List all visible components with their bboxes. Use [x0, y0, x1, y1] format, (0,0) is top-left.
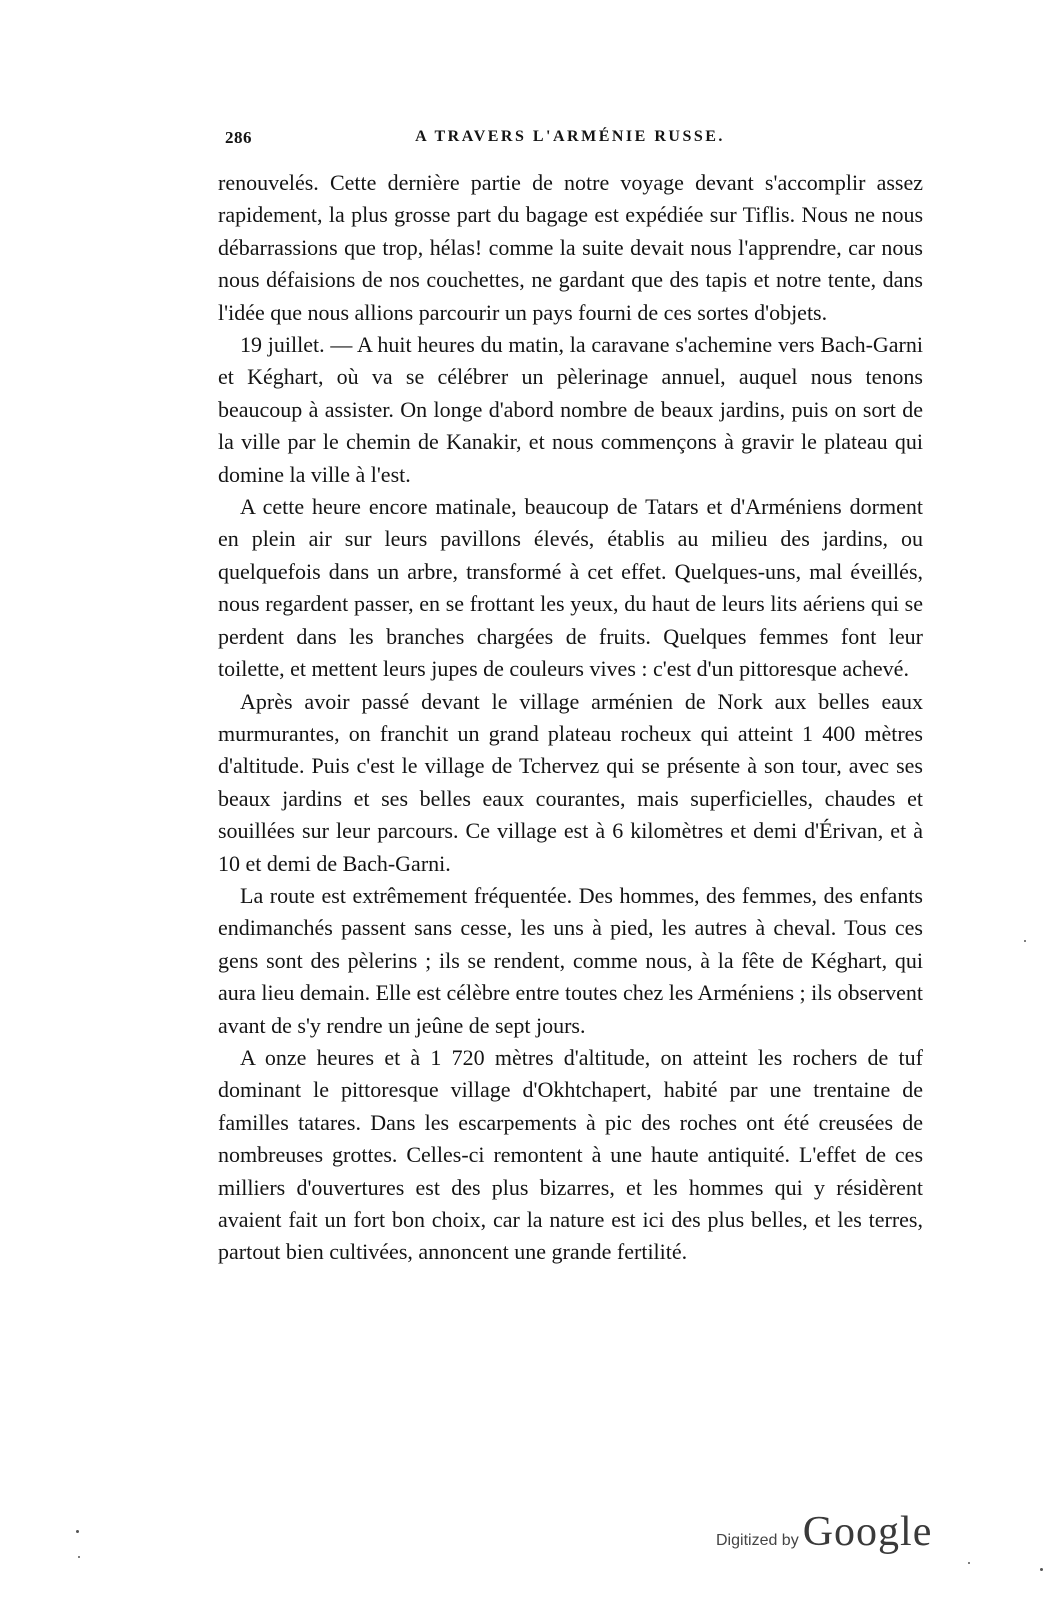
paragraph-19-juillet: 19 juillet. — A huit heures du matin, la caravane s'achemine vers Bach-Garni et Kéghart, où va se célébrer un pèlerinage annuel, auquel nous tenons beaucoup à assister. On longe d'abord nombre de beaux jardins, puis on sort de la ville par le chemin de Kanakir, et nous commençons à gravir le plateau qui domine la ville à l'est.	[218, 332, 923, 487]
scan-speck	[1040, 1568, 1043, 1571]
scan-speck	[1024, 940, 1026, 942]
paragraph-route: La route est extrêmement fréquentée. Des hommes, des femmes, des enfants endimanchés passent sans cesse, les uns à pied, les autres à cheval. Tous ces gens sont des pèlerins ; ils se rendent, comme nous, à la fête de Kéghart, qui aura lieu demain. Elle est célèbre entre toutes chez les Arméniens ; ils observent avant de s'y rendre un jeûne de sept jours.	[218, 882, 923, 1038]
google-logo: Google	[802, 1509, 933, 1555]
paragraph-okhtchapert: A onze heures et à 1 720 mètres d'altitude, on atteint les rochers de tuf dominant le pittoresque village d'Okhtchapert, habité par une trentaine de familles tatares. Dans les escarpements à pic des roches ont été creusées de nombreuses grottes. Celles-ci remontent à une haute antiquité. L'effet de ces milliers d'ouvertures est des plus bizarres, et les hommes qui y résidèrent avaient fait un fort bon choix, car la nature est ici des plus belles, et les terres, partout bien cultivées, annoncent une grande fertilité.	[218, 1044, 923, 1265]
body-text	[218, 167, 923, 1269]
watermark-prefix: Digitized by	[716, 1532, 799, 1549]
scan-speck	[78, 1556, 80, 1558]
page-number: 286	[225, 128, 252, 147]
scan-speck	[76, 1530, 79, 1533]
paragraph-nork: Après avoir passé devant le village arménien de Nork aux belles eaux murmurantes, on franchit un grand plateau rocheux qui atteint 1 400 mètres d'altitude. Puis c'est le village de Tchervez qui se présente à son tour, avec ses beaux jardins et ses belles eaux courantes, mais superficielles, chaudes et souillées sur leur parcours. Ce village est à 6 kilomètres et demi d'Érivan, et à 10 et demi de Bach-Garni.	[218, 688, 923, 876]
running-head	[225, 128, 915, 158]
paragraph-continuation: renouvelés. Cette dernière partie de notre voyage devant s'accomplir assez rapidement, la plus grosse part du bagage est expédiée sur Tiflis. Nous ne nous débarrassions que trop, hélas! comme la suite devait nous l'apprendre, car nous nous défaisions de nos couchettes, ne gardant que des tapis et notre tente, dans l'idée que nous allions parcourir un pays fourni de ces sortes d'objets.	[218, 170, 923, 325]
scan-speck	[968, 1562, 970, 1564]
running-title: A TRAVERS L'ARMÉNIE RUSSE.	[415, 128, 725, 145]
paragraph-matinale: A cette heure encore matinale, beaucoup de Tatars et d'Arméniens dorment en plein air sur leurs pavillons élevés, établis au milieu des jardins, ou quelquefois dans un arbre, transformé à cet effet. Quelques-uns, mal éveillés, nous regardent passer, en se frottant les yeux, du haut de leurs lits aériens qui se perdent dans les branches chargées de fruits. Quelques femmes font leur toilette, et mettent leurs jupes de couleurs vives : c'est d'un pittoresque achevé.	[218, 494, 923, 682]
digitization-watermark	[716, 1508, 932, 1558]
